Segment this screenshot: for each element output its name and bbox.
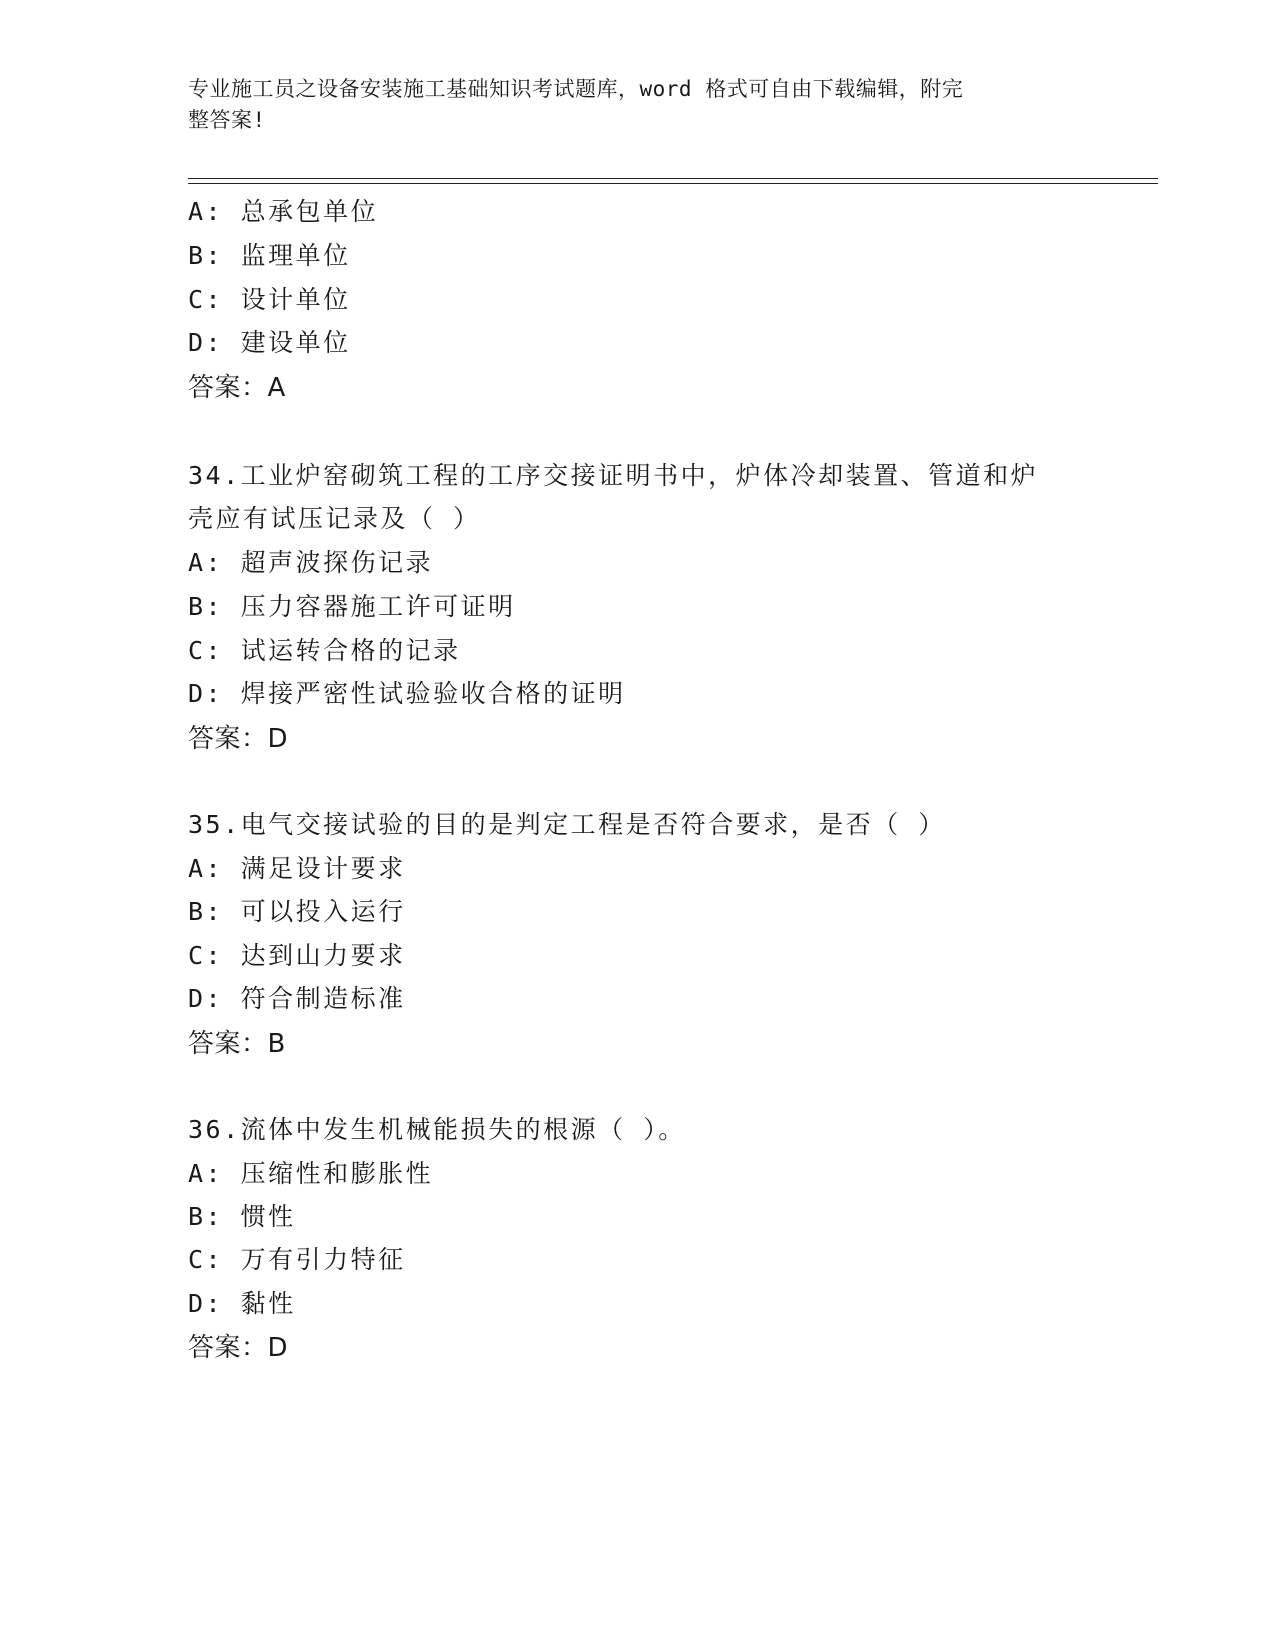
header-divider-top bbox=[188, 178, 1158, 179]
option-b: B: 压力容器施工许可证明 bbox=[188, 592, 516, 621]
option-d: D: 焊接严密性试验验收合格的证明 bbox=[188, 679, 626, 708]
answer: 答案：D bbox=[188, 1333, 289, 1363]
option-c: C: 试运转合格的记录 bbox=[188, 636, 461, 665]
option-a: A: 满足设计要求 bbox=[188, 854, 406, 883]
question-stem: 34.工业炉窑砌筑工程的工序交接证明书中，炉体冷却装置、管道和炉 bbox=[188, 461, 1039, 490]
option-c: C: 达到山力要求 bbox=[188, 941, 406, 970]
option-d: D: 建设单位 bbox=[188, 328, 351, 357]
option-d: D: 符合制造标准 bbox=[188, 984, 406, 1013]
option-d: D: 黏性 bbox=[188, 1289, 296, 1318]
answer: 答案：B bbox=[188, 1029, 286, 1059]
question-stem: 35.电气交接试验的目的是判定工程是否符合要求，是否（ ） bbox=[188, 810, 946, 839]
header-divider-bottom bbox=[188, 183, 1158, 184]
answer: 答案：A bbox=[188, 373, 286, 403]
option-b: B: 监理单位 bbox=[188, 241, 351, 270]
option-c: C: 万有引力特征 bbox=[188, 1245, 406, 1274]
option-c: C: 设计单位 bbox=[188, 285, 351, 314]
header-line-1: 专业施工员之设备安装施工基础知识考试题库，word 格式可自由下载编辑，附完 bbox=[188, 77, 964, 101]
document-header bbox=[188, 74, 1068, 136]
option-b: B: 可以投入运行 bbox=[188, 897, 406, 926]
option-a: A: 压缩性和膨胀性 bbox=[188, 1159, 434, 1188]
question-stem: 36.流体中发生机械能损失的根源（ ）。 bbox=[188, 1115, 686, 1144]
header-line-2: 整答案! bbox=[188, 108, 266, 132]
option-a: A: 总承包单位 bbox=[188, 197, 379, 226]
option-b: B: 惯性 bbox=[188, 1202, 296, 1231]
option-a: A: 超声波探伤记录 bbox=[188, 548, 434, 577]
answer: 答案：D bbox=[188, 724, 289, 754]
question-stem: 壳应有试压记录及（ ） bbox=[188, 504, 481, 533]
